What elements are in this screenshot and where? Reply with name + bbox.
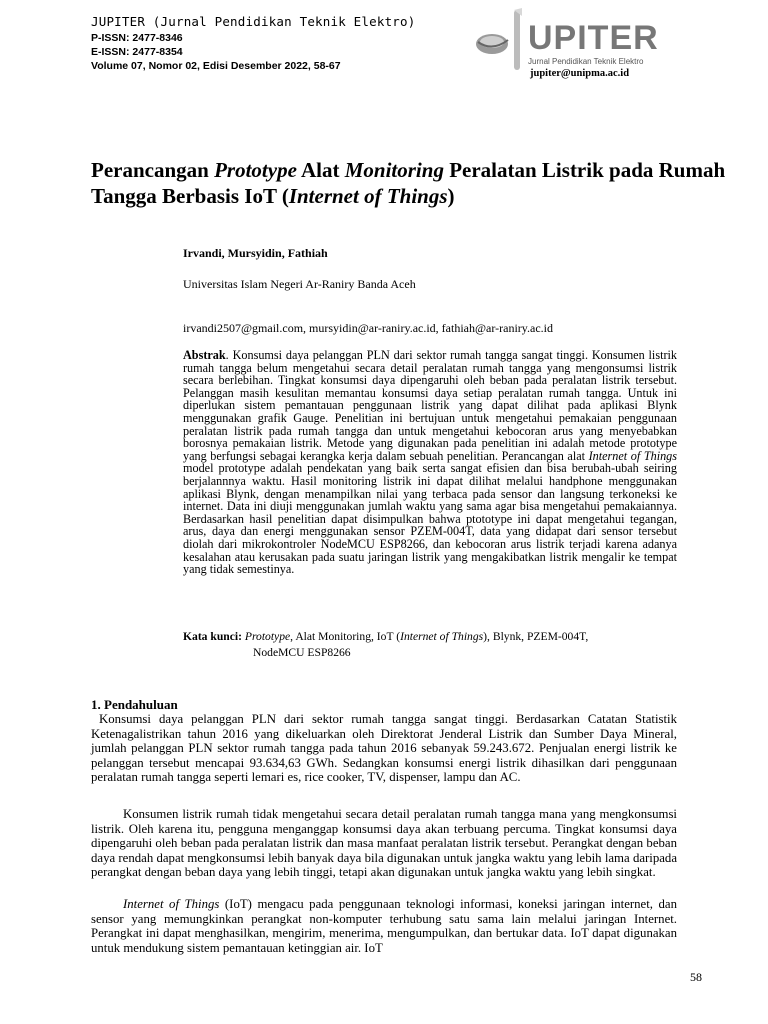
logo-emblem-icon [470,8,530,80]
keywords: Kata kunci: Prototype, Alat Monitoring, IoT (Internet of Things), Blynk, PZEM-004T, [183,630,589,643]
pissn: P-ISSN: 2477-8346 [91,32,183,44]
paragraph: Konsumsi daya pelanggan PLN dari sektor rumah tangga sangat tinggi. Berdasarkan Catatan Statistik Ketenagalistrikan tahun 2016 yang dikeluarkan oleh Direktorat Jenderal Listrik dan Sumber Daya Mineral, jumlah pelanggan PLN sektor rumah tangga pada tahun 2016 sebanyak 59.243.672. Penjualan energi listrik ke pelanggan tersebut mencapai 93.634,63 GWh. Sedangkan konsumsi energi listrik dihasilkan dari penggunaan peralatan rumah tangga seperti lemari es, rice cooker, TV, dispenser, lampu dan AC. [91,712,678,785]
abstract: Abstrak. Konsumsi daya pelanggan PLN dari sektor rumah tangga sangat tinggi. Konsumen listrik rumah tangga belum mengetahui secara detail peralatan rumah tangga yang mengonsumsi listrik secara berlebihan. Tingkat konsumsi daya dipengaruhi oleh beban pada peralatan listrik tersebut. Pelanggan masih kesulitan memantau konsumsi daya setiap peralatan rumah tangga. Untuk ini diperlukan sistem pemantauan penggunaan listrik yang dapat dilihat pada aplikasi Blynk menggunakan grafik Gauge. Penelitian ini bertujuan untuk mengetahui pemakaian penggunaan peralatan listrik pada rumah tangga dan untuk mengetahui kebocoran arus yang menyebabkan borosnya pemakaian listrik. Metode yang digunakan pada penelitian ini adalah metode prototype yang berfungsi sebagai kerangka kerja dalam sebuah penelitian. Perancangan alat Internet of Things model prototype adalah pendekatan yang baik serta sangat efisien dan bisa berubah-ubah seiring berjalannnya waktu. Hasil monitoring listrik ini dapat dilihat melalui handphone menggunakan aplikasi Blynk, dengan menampilkan nilai yang terbaca pada sensor dan langsung terkoneksi ke internet. Data ini diuji menggunakan jumlah waktu yang sama agar bisa mengetahui pemakaiannya. Berdasarkan hasil penelitian dapat disimpulkan bahwa ptototype ini dapat mengetahui tegangan, arus, daya dan energi menggunakan sensor PZEM-004T, data yang didapat dari sensor tersebut diolah dari mikrokontroler NodeMCU ESP8266, dan kebocoran arus listrik terjadi karena adanya kesalahan atau kerusakan pada suatu jaringan listrik yang mengakibatkan listrik mengalir ke tempat yang tidak semestinya. [183,348,678,577]
journal-title: JUPITER (Jurnal Pendidikan Teknik Elektro) [91,14,416,29]
eissn: E-ISSN: 2477-8354 [91,46,183,58]
logo-subtitle: Jurnal Pendidikan Teknik Elektro [528,57,644,66]
authors: Irvandi, Mursyidin, Fathiah [183,246,328,260]
paragraph: Konsumen listrik rumah tidak mengetahui secara detail peralatan rumah tangga mana yang mengkonsumsi listrik. Oleh karena itu, pengguna menganggap konsumsi daya akan terbuang percuma. Tingkat konsumsi daya dipengaruhi oleh beban pada peralatan listrik dan masa manfaat peralatan listrik tersebut. Perangkat dengan beban daya rendah dapat mengkonsumsi lebih banyak daya bila digunakan untuk jangka waktu yang lebih lama daripada perangkat dengan beban daya yang lebih tinggi, tetapi akan digunakan untuk jangka waktu yang lebih singkat. [91,807,677,880]
keywords-continued: NodeMCU ESP8266 [253,646,351,659]
author-emails: irvandi2507@gmail.com, mursyidin@ar-raniry.ac.id, fathiah@ar-raniry.ac.id [183,321,553,335]
affiliation: Universitas Islam Negeri Ar-Raniry Banda Aceh [183,277,416,291]
page-number: 58 [690,970,702,984]
paper-title: Perancangan Prototype Alat Monitoring Peralatan Listrik pada Rumah Tangga Berbasis IoT (Internet of Things) [91,158,726,208]
section-heading: 1. Pendahuluan [91,697,178,712]
journal-email[interactable]: jupiter@unipma.ac.id [530,68,630,79]
paragraph: Internet of Things (IoT) mengacu pada penggunaan teknologi informasi, koneksi jaringan internet, dan sensor yang memungkinkan perangkat non-komputer terhubung satu sama lain melalui jaringan Internet. Perangkat ini dapat menghasilkan, mengirim, menerima, mengumpulkan, dan bertukar data. IoT dapat digunakan untuk mendukung sistem pemantauan ketinggian air. IoT [91,897,677,955]
logo-name: UPITER [528,19,659,57]
volume-info: Volume 07, Nomor 02, Edisi Desember 2022, 58-67 [91,60,341,72]
